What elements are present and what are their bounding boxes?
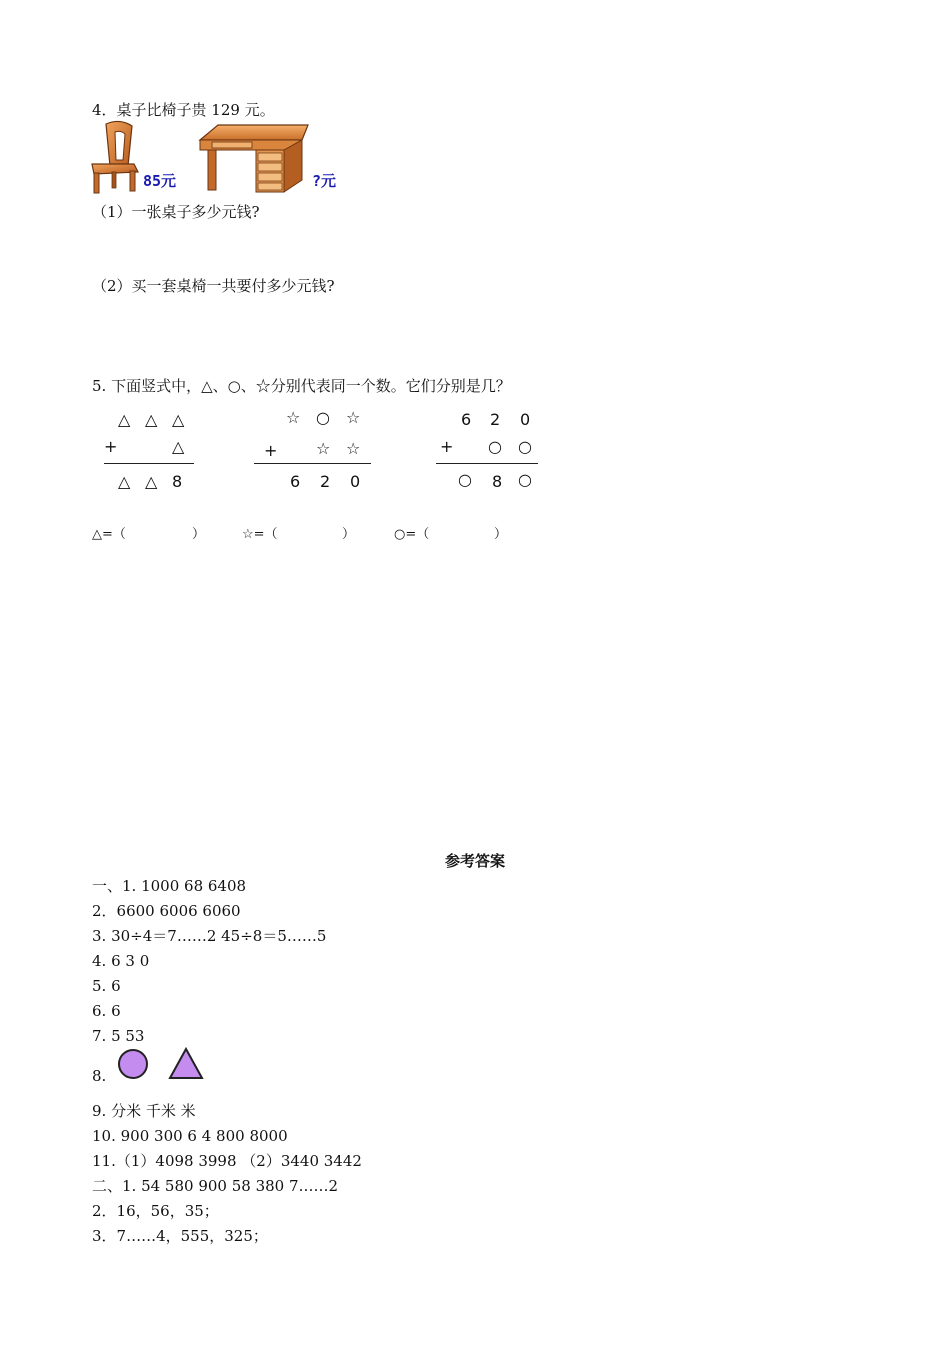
eq2-top-d3: ☆	[346, 408, 361, 427]
q4-sub1: （1）一张桌子多少元钱?	[92, 203, 260, 221]
desk-price: ?元	[312, 172, 337, 190]
q4-sub2: （2）买一套桌椅一共要付多少元钱?	[92, 277, 335, 295]
eq2-top-d2: ○	[316, 408, 330, 427]
eq1-plus: +	[104, 437, 118, 456]
answer-line-3: 3. 30÷4＝7……2 45÷8＝5……5	[92, 927, 327, 945]
eq2-res-d2: 2	[320, 472, 331, 491]
eq2-add-d2: ☆	[316, 439, 331, 458]
fill-star-close: ）	[342, 527, 356, 542]
eq1-res-d2: △	[145, 472, 158, 491]
answer-line-14: 3．7……4，555，325；	[92, 1227, 268, 1245]
answer-line-7: 7. 5 53	[92, 1027, 145, 1045]
eq1-rule	[104, 463, 194, 464]
eq1-res-d3: 8	[172, 472, 183, 491]
answer-line-2: 2．6600 6006 6060	[92, 902, 241, 920]
answer-line-11: 11.（1）4098 3998 （2）3440 3442	[92, 1152, 362, 1170]
fill-circle-label: ○=（	[394, 527, 430, 542]
eq2-plus: +	[264, 441, 278, 460]
eq3-add-d3: ○	[518, 437, 532, 456]
circle-icon	[119, 1050, 147, 1078]
desk-icon	[198, 122, 310, 194]
answer-8-shapes	[116, 1046, 208, 1082]
q4-title: 4．桌子比椅子贵 129 元。	[92, 101, 275, 119]
eq3-res-d1: ○	[458, 470, 472, 489]
eq1-top-d1: △	[118, 410, 131, 429]
eq1-top-d3: △	[172, 410, 185, 429]
eq1-add-d3: △	[172, 437, 185, 456]
eq3-plus: +	[440, 437, 454, 456]
eq1-res-d1: △	[118, 472, 131, 491]
chair-icon	[86, 120, 144, 194]
fill-circle-close: ）	[494, 527, 508, 542]
answer-line-4: 4. 6 3 0	[92, 952, 150, 970]
eq3-res-d3: ○	[518, 470, 532, 489]
eq1-top-d2: △	[145, 410, 158, 429]
answer-line-8: 8.	[92, 1067, 107, 1085]
eq2-top-d1: ☆	[286, 408, 301, 427]
answer-line-9: 9. 分米 千米 米	[92, 1102, 196, 1120]
answer-line-13: 2．16，56，35；	[92, 1202, 219, 1220]
answer-line-1: 一、1. 1000 68 6408	[92, 877, 247, 895]
eq3-res-d2: 8	[492, 472, 503, 491]
eq2-rule	[254, 463, 371, 464]
answer-line-12: 二、1. 54 580 900 58 380 7……2	[92, 1177, 339, 1195]
triangle-icon	[170, 1049, 202, 1078]
eq2-res-d1: 6	[290, 472, 301, 491]
eq3-rule	[436, 463, 538, 464]
answer-line-10: 10. 900 300 6 4 800 8000	[92, 1127, 288, 1145]
eq3-add-d2: ○	[488, 437, 502, 456]
eq3-top-d1: 6	[461, 410, 472, 429]
eq2-add-d3: ☆	[346, 439, 361, 458]
answer-line-6: 6. 6	[92, 1002, 121, 1020]
answer-line-5: 5. 6	[92, 977, 121, 995]
fill-triangle-label: △=（	[92, 527, 126, 542]
fill-star-label: ☆=（	[242, 527, 278, 542]
chair-price: 85元	[143, 172, 177, 190]
q5-title: 5. 下面竖式中，△、○、☆分别代表同一个数。它们分别是几？	[92, 377, 511, 395]
eq3-top-d3: 0	[520, 410, 531, 429]
eq2-res-d3: 0	[350, 472, 361, 491]
answers-heading: 参考答案	[444, 852, 505, 870]
eq3-top-d2: 2	[490, 410, 501, 429]
fill-triangle-close: ）	[192, 527, 206, 542]
